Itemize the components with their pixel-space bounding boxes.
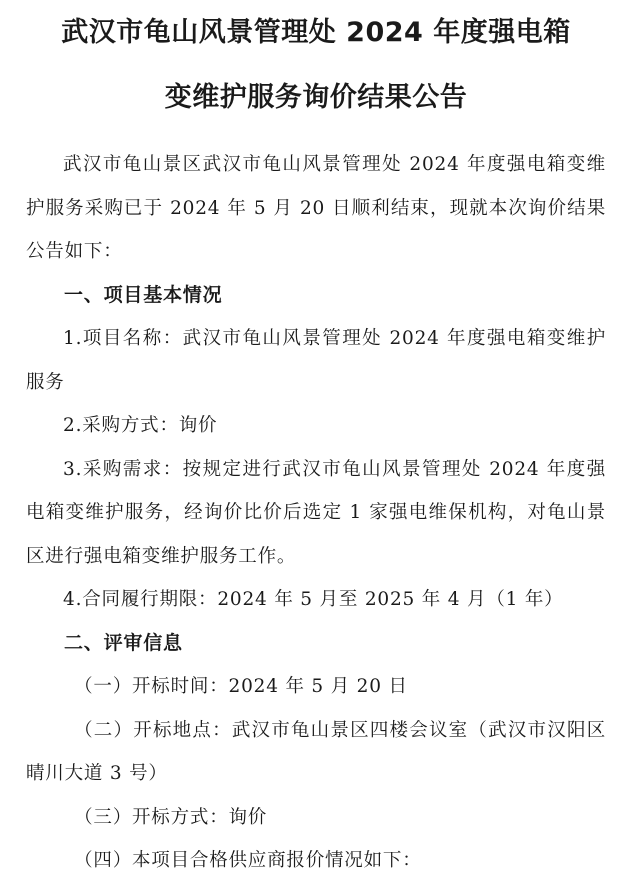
project-name-item: 1.项目名称：武汉市龟山风景管理处 2024 年度强电箱变维护服务: [26, 328, 606, 393]
bid-opening-method-item: （三）开标方式：询价: [74, 806, 268, 828]
section-heading-review-info: 二、评审信息: [64, 631, 183, 654]
procurement-requirement-item: 3.采购需求：按规定进行武汉市龟山风景管理处 2024 年度强电箱变维护服务，经询价比价后选定 1 家强电维保机构，对龟山景区进行强电箱变维护服务工作。: [26, 458, 606, 567]
section-heading-basic-info: 一、项目基本情况: [64, 283, 223, 306]
contract-period-item: 4.合同履行期限：2024 年 5 月至 2025 年 4 月（1 年）: [63, 589, 564, 610]
supplier-quotes-item: （四）本项目合格供应商报价情况如下：: [74, 850, 422, 871]
page-title-line-1: 武汉市龟山风景管理处 2024 年度强电箱: [61, 17, 571, 48]
intro-paragraph: 武汉市龟山景区武汉市龟山风景管理处 2024 年度强电箱变维护服务采购已于 2024 年 5 月 20 日顺利结束，现就本次询价结果公告如下：: [26, 154, 606, 262]
procurement-method-item: 2.采购方式：询价: [63, 415, 218, 436]
page-title-line-2: 变维护服务询价结果公告: [164, 82, 468, 113]
bid-opening-location-item: （二）开标地点：武汉市龟山景区四楼会议室（武汉市汉阳区晴川大道 3 号）: [26, 719, 606, 784]
bid-opening-time-item: （一）开标时间：2024 年 5 月 20 日: [74, 676, 408, 697]
